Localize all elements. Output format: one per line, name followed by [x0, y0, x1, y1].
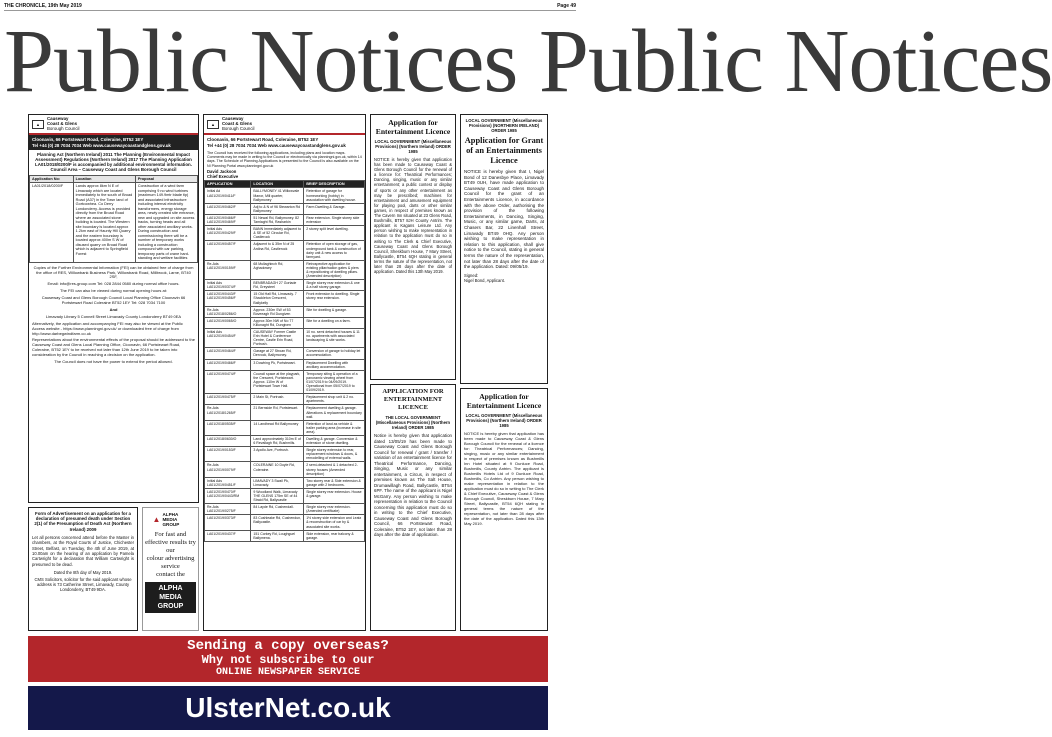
licence-a-council: LOCAL GOVERNMENT (Miscellaneous Provisions) (Northern Ireland) ORDER 1985 [374, 139, 452, 154]
table-row [205, 420, 365, 435]
table-row [205, 329, 365, 348]
table-row [205, 447, 365, 462]
cell-desc: Front extension to dwelling. Single storey rear extension. [304, 291, 365, 306]
cell-proposal: Construction of a wind farm comprising 9 no wind turbines (maximum 149.9mtr blade tip) and associated infrastructure including internal electricity transformers, energy storage area, newly created site entrance, new and upgraded on site access tracks, turning heads and all other associated ancillary works. During construction and commissioning there will be a number of temporary works including a construction compound with car parking, temporary parts of crane hard-standing and welfare facilities [135, 183, 197, 263]
brand-line-3: Borough Council [47, 125, 80, 131]
cell-loc: 83 Cushleake Rd, Cushendun, Ballycastle. [251, 515, 304, 530]
cell-loc: 3 Dowhing Pk, Portstewart. [251, 359, 304, 370]
cell-location: Lands approx 8km N E of Limavady which are located immediately to the south of Broad Road (A37) in the Town land of Gortcowhea. Co Derry Londonderry. Access is provided directly from the Broad Road where an associated stone building is located. The Western site boundary is located approx 1.2km east of Haunty Hill Quarry and the eastern boundary is located approx 400m S W of disused quarry on Broad Road which is adjacent to Springfield Forest [73, 183, 135, 263]
cell-desc: 10 no. semi detached houses & 11 no. apartments with associated landscaping & site works. [304, 329, 365, 348]
cell-app: LA01/2019/0443/F LA01/2019/0456/F [205, 291, 251, 306]
table-row [205, 370, 365, 393]
table-row [205, 504, 365, 515]
alpha-line-3: contact the [156, 571, 185, 578]
cell-loc: Land approximately 310m E of 6 Revallagh Rd, Bushmills. [251, 435, 304, 446]
cell-loc: 21 Bernside Rd, Portstewart. [251, 405, 304, 420]
alpha-media-ad [142, 507, 199, 631]
alpha-tile-1: ALPHA [158, 585, 183, 592]
list-brand-line-3: Borough Council [222, 125, 255, 131]
col-proposal: Proposal [135, 175, 197, 183]
cell-loc: Council space at the playpark, the Crescent, Portstewart. Approx. 110m W of Portstewart Town Hall. [251, 370, 304, 393]
cell-loc: Garage at 27 Stroan Rd, Dervock, Ballymoney. [251, 348, 304, 359]
cell-loc: 15 Old Hall Rd, Limavady. 7 Shackleton Crescent, Ballykelly [251, 291, 304, 306]
cell-desc: 1½ storey side extension and Leatz & reconstruction of car by & associated site works. [304, 515, 365, 530]
cell-app: Initial Ads LA01/2019/0451/F [205, 477, 251, 488]
cell-app: Re-Ads LA01/2018/0286/O [205, 306, 251, 317]
cell-loc: COLERAINE 10 Doyle Rd, Coleraine. [251, 462, 304, 477]
cell-loc: 3 Apollo Ave, Portrush. [251, 447, 304, 462]
list-phone-line: Tel +44 (0) 28 7034 7034 Web www.causewaycoastandglens.gov.uk [207, 142, 346, 148]
table-row [205, 435, 365, 446]
list-brand-line-1: Causeway [222, 116, 244, 121]
cell-desc: Single storey extension to rear, replacement windows & doors, & remodelling of external walls. [304, 447, 365, 462]
cell-loc: 68 Mullaghinch Rd, Aghadowey [251, 260, 304, 279]
alpha-tile-3: GROUP [157, 603, 184, 610]
entertainment-licence-b [370, 384, 456, 631]
col-location: Location [73, 175, 135, 183]
table-row [205, 348, 365, 359]
public-access-para: Alternatively, the application and accompanying FEI may also be viewed at the Public Access website - https://www.planningni.gov.uk/ or downloaded free of charge from http://www.darbegwindfarm.co.uk [32, 320, 183, 336]
cell-loc: BANN Immediately adjacent to & SE of 52 Circular Rd, Castlerock [251, 226, 304, 241]
cell-app: Re-Ads LA01/2019/0275/F [205, 504, 251, 515]
cell-desc: Single storey rear extension & one & a half storey garage. [304, 280, 365, 291]
table-row [205, 226, 365, 241]
cell-desc: 2 semi-detached & 1 detached 2-storey houses (Amended description) [304, 462, 365, 477]
table-row [205, 462, 365, 477]
presumed-death-signed: CMS Solicitors, solicitor for the said applicant whose address is 73 Catherine Street, Limavady, County Londonderry, BT49 9DA. [34, 577, 132, 593]
cell-app: LA01/2019/0464/F [205, 348, 251, 359]
presumed-death-body: Let all persons concerned attend before the Master in chambers, at the Royal Courts of Justice, Chichester Street, Belfast, on Tuesday, the 4th of June 2019, at 10.00am on the hearing of an application by Pamela Cartwright for a declaration that William Cartwright is presumed to be dead. [32, 534, 134, 567]
and-label: And [109, 306, 118, 312]
cell-app: LA01/2019/0466/F LA01/2019/0469/F [205, 214, 251, 225]
alpha-line-2: colour advertising service [146, 555, 195, 570]
cell-app: LA01/2019/0475/F [205, 394, 251, 405]
cell-app: LA01/2019/0065/O [205, 317, 251, 328]
council-address: Cloonavin, 66 Portstewart Road, Coleraine, BT52 1EY [32, 137, 144, 143]
cell-desc: Side extension, rear balcony & garage. [304, 530, 365, 541]
cell-desc: Two storey rear & Side extension & garage with 2 bedrooms. [304, 477, 365, 488]
no-extension-para: The Council does not have the power to extend the period allowed. [54, 359, 173, 365]
table-row [205, 530, 365, 541]
cell-application-no: LA01/2018/0200/F [30, 183, 74, 263]
cell-loc: 84 Layde Rd, Cushendall. [251, 504, 304, 515]
council-address-bar [29, 135, 198, 149]
representations-para: Representations about the environmental effects of the proposal should be addressed to the Causeway Coast and Glens Local Planning Office, Cloonavin, 66 Portstewart Road, Coleraine, BT52 1EY to be received not later than 12th June 2019 to be taken into consideration by the Council in reaching a decision on the application. [32, 337, 195, 358]
presumed-death-dated: Dated the 8th day of May 2019. [53, 570, 113, 576]
cell-desc: Retention of garage for homeworking (hobby) in association with dwelling house. [304, 188, 365, 203]
planning-office-address: Causeway Coast and Glens Borough Council Local Planning Office Cloonavin 66 Portstewart Road Coleraine BT52 1EY Tel: 028 7034 7100 [41, 295, 186, 306]
licence-c-signer: Nigel Bond, Applicant. [464, 277, 505, 283]
entertainment-licence-d [460, 388, 548, 631]
cell-loc: BALLYMONEY 41 Willowvale Manor, Mill quarter, Ballymoney [251, 188, 304, 203]
table-row [205, 488, 365, 503]
cell-desc: Retrospective application for existing pillar/wallon gates & piers & repositioning of dwelling pillars. (Amended description) [304, 260, 365, 279]
cell-desc: Temporary siting & operation of a panoramic viewing wheel from 01/07/2019 to 04/09/2019. Operational from 05/07/2019 to 01/09/2019. [304, 370, 365, 393]
cell-loc: Approx 30m NW of No 77 Killunaght Rd, Dungiven [251, 317, 304, 328]
licence-b-council: THE LOCAL GOVERNMENT (Miscellaneous Provisions) (Northern Ireland) ORDER 1985 [375, 415, 451, 430]
library-address: Limavady Library 5 Connell Street Limavady County Londonderry BT49 0EA [45, 313, 182, 319]
cell-desc: Site for a dwelling on a farm. [304, 317, 365, 328]
table-row [205, 477, 365, 488]
fei-email: Email: info@res-group.com Tel: 028 2844 0580 during normal office hours. [47, 281, 180, 287]
entertainment-licence-c [460, 114, 548, 384]
col-brief-description: BRIEF DESCRIPTION [304, 180, 365, 188]
licence-d-title: Application for Entertainment Licence [466, 392, 542, 410]
cell-app: Initial Ads LA01/2019/0454/F [205, 329, 251, 348]
fei-view-para: The FEI can also be viewed during normal opening hours at: [60, 288, 167, 294]
cell-loc: 51 Newal Rd, Ballymoney. 82 Tamlaght Rd, Rasharkin [251, 214, 304, 225]
cell-loc: 14 Landhead Rd Ballymoney [251, 420, 304, 435]
planning-eia-notice [28, 114, 199, 503]
header-page-number: Page 49 [557, 3, 576, 9]
cell-app: LA01/2019/0462/F [205, 203, 251, 214]
notice-heading: Planning Act (Northern Ireland) 2011 The Planning (Environmental Impact Assessment) Regulations (Northern Ireland) 2017 The Planning Application LA01/2018/0200/F is accompanied by additional environmental information. Council Area – Causeway Coast and Glens Borough Council [35, 151, 192, 173]
cell-loc: 2 Main St, Portrush. [251, 394, 304, 405]
licence-d-council: LOCAL GOVERNMENT (Miscellaneous Provisions) (Northern Ireland) ORDER 1985 [465, 413, 543, 428]
council-logo [29, 115, 198, 133]
cell-desc: Site for dwelling & garage. [304, 306, 365, 317]
cell-desc: Dwelling & garage. Conversion & extension of stone dwelling. [304, 435, 365, 446]
applications-table [204, 180, 365, 542]
presumed-death-title: Form of Advertisement on an application for a declaration of presumed death under Section 2(1) of the Presumption of Death Act (Northern Ireland) 2009 [34, 511, 132, 532]
table-row [205, 291, 365, 306]
cell-loc: BENBRADAGH 27 Gortade Rd, Greysteel [251, 280, 304, 291]
cell-desc: Farm Dwelling & Garage. [304, 203, 365, 214]
licence-d-body: NOTICE is hereby given that application has been made to Causeway Coast & Glens Borough Council for the renewal of a licence for: Theatrical Performances; Dancing, singing, music or any similar entertainment in respect of premises known as Bushmills Inn Hotel situated at 9 Dunluce Road, Bushmills, County Antrim. The applicant is Bushmills Hotels Ltd of 9 Dunluce Road, Bushmills, Co Antrim. Any person wishing to make representation in relation to the application must do so in writing to The Clerk & Chief Executive, Causeway Coast & Glens Borough Council, Sheskburn House, 7 Mary Street, Ballycastle, BT54 6QH stating in general terms the nature of the representation, not later than 28 days after the date of the application. Dated this 13th May 2019. [464, 431, 544, 526]
cell-desc: Single storey rear extension. House & garage. [304, 488, 365, 503]
list-signatory-title: Chief Executive [207, 173, 239, 179]
table-row [205, 188, 365, 203]
table-row [30, 183, 198, 263]
cell-app: LA01/2019/0437/F [205, 530, 251, 541]
table-row [205, 394, 365, 405]
banner-line-2: Why not subscribe to our [201, 653, 375, 667]
list-council-crest-icon: ▲ [207, 120, 219, 129]
list-council-logo [204, 115, 365, 133]
cell-loc: Adjacent to & 35m N of 25 Ardina Rd, Castlerock [251, 241, 304, 260]
col-application: APPLICATION [205, 180, 251, 188]
cell-desc: Replacement Dwelling with ancillary accommodation. [304, 359, 365, 370]
table-row [205, 359, 365, 370]
table-row [205, 241, 365, 260]
licence-c-body: NOTICE is hereby given that I, Nigel Bond of 12 Danesbye Place, Limavady BT49 0UH, have made application to Causeway Coast and Glens Borough Council for the grant of an Entertainments Licence, in accordance with the above Order, authorising the provision of the following Entertainments, in Dancing, Singing, Music, or any similar game, Darts, at Chasers Bar, 22 Linenhall Street, Limavady BT49 0HQ. Any person wishing to make representation in relation to this application, shall give notice to the Council, stating in general terms the nature of the representation, not later than 28 days after the date of the application. Dated: 09/05/19. [464, 169, 544, 270]
cell-desc: Conversion of garage to holiday let accommodation. [304, 348, 365, 359]
alpha-triangle-icon: ▲ [152, 515, 161, 524]
cell-desc: Replacement dwelling & garage. Alterations & replacement boundary wall. [304, 405, 365, 420]
alpha-tile [145, 582, 196, 613]
entertainment-licence-a [370, 114, 456, 380]
header-left: THE CHRONICLE, 19th May 2019 [4, 3, 82, 9]
cell-loc: 151 Corkey Rd, Loughguel Ballymena. [251, 530, 304, 541]
council-phone: Tel +44 (0) 28 7034 7034 Web www.causewaycoastandglens.gov.uk [32, 142, 171, 148]
list-address-line: Cloonavin, 66 Portstewart Road, Coleraine, BT52 1EY [207, 137, 319, 143]
table-row [205, 203, 365, 214]
licence-c-signed: Signed: [464, 272, 479, 278]
cell-app: LA01/2019/0457/F [205, 241, 251, 260]
brand-line-1: Causeway [47, 116, 69, 121]
table-row [205, 515, 365, 530]
licence-b-body: Notice is hereby given that application dated 13/05/19 has been made to Causeway Coast and Glens Borough Council for renewal / grant / transfer / variation of an entertainment licence for Theatrical Performance, Dancing, Singing, Music or any similar entertainment, a Circus, in respect of premises known as The Salt House, Drumawillagh Road, Ballycastle, BT54 6PF. The name of the applicant is Nigel McGarry. Any person wishing to make representation in relation to the Council concerning this application must do so in writing to the Chief Executive, Causeway Coast and Glens Borough Council, 66 Portstewart Road, Coleraine, BT52 1EY, not later than 28 days after the date of application. [374, 433, 452, 537]
council-crest-icon: ▲ [32, 120, 44, 129]
ulsternet-logo-text: UlsterNet.co.uk [185, 692, 391, 723]
fei-copies-para: Copies of the Further Environmental Information (FEI) can be obtained free of charge from the office of RES, Willowbank Business Park, Willowbank Road, Millbrook, Larne, BT40 2SF, [33, 264, 194, 280]
cell-app: Re-Ads LA01/2019/0159/F [205, 260, 251, 279]
cell-desc: 2 storey split level dwelling. [304, 226, 365, 241]
list-intro: The Council has received the following applications, including plans and location maps. Comments may be made in writing to the Council or electronically via planningni.gov.uk, within 14 days. The Schedule of Planning Applications is presented to the Council is also available on the NI Planning Portal www.planningni.gov.uk [207, 150, 362, 168]
cell-app: LA01/2018/0630/O [205, 435, 251, 446]
application-table [29, 175, 198, 263]
cell-app: Initial Ads LA01/2019/0429/F [205, 226, 251, 241]
presumed-death-notice [28, 507, 138, 631]
table-row [205, 260, 365, 279]
cell-loc: Approx. 230m SW of 53 Boveeagh Rd Dungiven [251, 306, 304, 317]
subscribe-banner[interactable] [28, 636, 548, 682]
list-signatory: David Jackson [207, 168, 237, 174]
col-location-head: LOCATION [251, 180, 304, 188]
table-row [205, 317, 365, 328]
cell-app: Initial Ad LA01/2019/0411/F [205, 188, 251, 203]
cell-desc: Single storey rear extension. (Amended certificate) [304, 504, 365, 515]
list-brand-line-2: Coast & Glens [222, 120, 253, 126]
licence-a-title: Application for Entertainment Licence [375, 118, 451, 136]
banner-line-1: Sending a copy overseas? [187, 638, 389, 654]
list-address [204, 135, 365, 149]
brand-line-2: Coast & Glens [47, 120, 78, 126]
page-header [4, 2, 576, 11]
licence-b-title: APPLICATION FOR ENTERTAINMENT LICENCE [382, 388, 444, 411]
table-row [205, 306, 365, 317]
cell-app: Initial Ads LA01/2019/0374/F [205, 280, 251, 291]
cell-app: LA01/2019/0153/F [205, 447, 251, 462]
cell-app: LA01/2019/0466/F [205, 359, 251, 370]
table-row [205, 405, 365, 420]
cell-loc: LIMAVADY 3 Swail Pk, Limavady. [251, 477, 304, 488]
cell-app: LA01/2019/0470/F LA01/2019/0443/RM [205, 488, 251, 503]
alpha-logo-text: ALPHA MEDIA GROUP [162, 512, 180, 527]
cell-desc: Retention of open storage of gas, underground tank & construction of dairy unit & new access to farmyard. [304, 241, 365, 260]
licence-c-council: LOCAL GOVERNMENT (Miscellaneous Provisions) (NORTHERN IRELAND) ORDER 1985 [465, 118, 543, 133]
cell-desc: Replacement shop unit & 2 no. apartments. [304, 394, 365, 405]
cell-app: LA01/2019/0373/F [205, 515, 251, 530]
cell-app: LA01/2019/0474/F [205, 370, 251, 393]
table-row [205, 214, 365, 225]
ulsternet-banner[interactable] [28, 686, 548, 730]
cell-desc: Rear extension. Single storey side extension [304, 214, 365, 225]
planning-applications-list [203, 114, 366, 631]
cell-app: Re-Ads LA01/2018/1265/F [205, 405, 251, 420]
cell-loc: Adj to & N of 96 Stewarton Rd Ballymoney [251, 203, 304, 214]
cell-loc: 9 Woodland Walk, Limavady THE GLENS 175m SE of 44 Straid Rd, Ballycastle [251, 488, 304, 503]
licence-c-title: Application for Grant of an Entertainments Licence [464, 136, 544, 165]
cell-desc: Retention of land as vehicle & trailer parking area (increase in site area). [304, 420, 365, 435]
alpha-line-1: For fast and effective results try our [145, 531, 196, 554]
alpha-logo [145, 512, 196, 527]
masthead-title: Public Notices Public Notices [4, 12, 1052, 111]
table-row [205, 280, 365, 291]
cell-app: LA01/2018/0535/F [205, 420, 251, 435]
cell-loc: CAUSEWAY Former Castle Erin Hotel & Conference Centre, Castle Erin Road, Portrush. [251, 329, 304, 348]
cell-app: Re-Ads LA01/2019/0079/F [205, 462, 251, 477]
col-application-no: Application No: [30, 175, 74, 183]
alpha-tile-2: MEDIA [159, 594, 182, 601]
licence-a-body: NOTICE is hereby given that application has been made to Causeway Coast & Glens Borough Council for the renewal of a licence for: Theatrical Performances; Dancing, singing, music or any similar entertainment; a public contest or display of sports or any other entertainment as may be prescribed; machines for entertainment and amusement equipment for playing pool, darts or other similar games, in respect of premises known as The Cavern Inn situated at 23 Glens Road, Bushmills, BT57 8JH County Antrim. The applicant is Kagans Leisure Ltd. Any person wishing to make representation in relation to the application must do so in writing to The Clerk & Chief Executive, Causeway Coast and Glens Borough Council, Sheskburn House, 7 Mary Street, Ballycastle, BT54 6QH stating in general terms the nature of the representation, not later than 28 days after the date of application. Dated this 13th May 2019. [374, 157, 452, 275]
banner-line-3: ONLINE NEWSPAPER SERVICE [215, 667, 361, 678]
